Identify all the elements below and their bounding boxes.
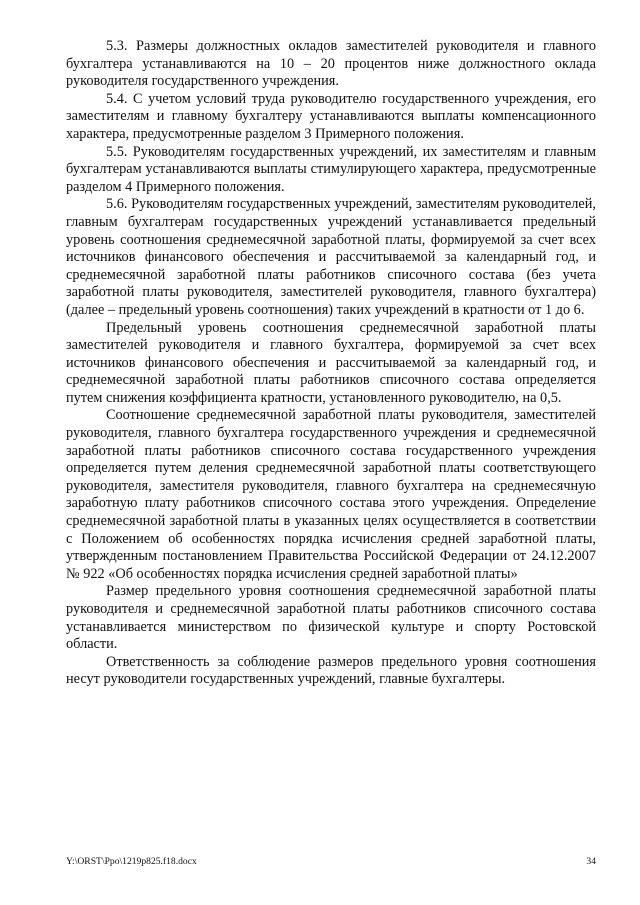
paragraph-deputy-ratio: Предельный уровень соотношения среднемесячной заработной платы заместителей руководителя и главного бухгалтера, формируемой за счет всех источников финансового обеспечения и рассчитываемой за календарный год, и среднемесячной заработной платы работников списочного состава определяется путем снижения коэффициента кратности, установленного руководителю, на 0,5.: [66, 319, 596, 406]
paragraph-5-5: 5.5. Руководителям государственных учреждений, их заместителям и главным бухгалтерам устанавливаются выплаты стимулирующего характера, предусмотренные разделом 4 Примерного положения.: [66, 143, 596, 195]
footer-page-number: 34: [586, 856, 596, 867]
paragraph-responsibility: Ответственность за соблюдение размеров предельного уровня соотношения несут руководители государственных учреждений, главные бухгалтеры.: [66, 653, 596, 688]
footer-file-path: Y:\ORST\Ppo\1219p825.f18.docx: [66, 856, 197, 867]
paragraph-5-6: 5.6. Руководителям государственных учреждений, заместителям руководителей, главным бухгалтерам государственных учреждений устанавливается предельный уровень соотношения среднемесячной заработной платы, формируемой за счет всех источников финансового обеспечения и рассчитываемой за календарный год, и среднемесячной заработной платы работников списочного состава (без учета заработной платы руководителя, заместителей руководителя, главного бухгалтера) (далее – предельный уровень соотношения) таких учреждений в кратности от 1 до 6.: [66, 196, 596, 318]
paragraph-5-4: 5.4. С учетом условий труда руководителю государственного учреждения, его заместителям и главному бухгалтеру устанавливаются выплаты компенсационного характера, предусмотренные разделом 3 Примерного положения.: [66, 90, 596, 142]
paragraph-5-3: 5.3. Размеры должностных окладов заместителей руководителя и главного бухгалтера устанавливаются на 10 – 20 процентов ниже должностного оклада руководителя государственного учреждения.: [66, 38, 596, 90]
paragraph-ratio-size: Размер предельного уровня соотношения среднемесячной заработной платы руководителя и среднемесячной заработной платы работников списочного состава устанавливается министерством по физической культуре и спорту Ростовской области.: [66, 583, 596, 653]
document-body: [66, 38, 596, 689]
paragraph-ratio-definition: Соотношение среднемесячной заработной платы руководителя, заместителей руководителя, главного бухгалтера государственного учреждения и среднемесячной заработной платы работников списочного состава государственного учреждения определяется путем деления среднемесячной заработной платы соответствующего руководителя, заместителя руководителя, главного бухгалтера на среднемесячную заработную плату работников списочного состава этого учреждения. Определение среднемесячной заработной платы в указанных целях осуществляется в соответствии с Положением об особенностях порядка исчисления средней заработной платы, утвержденным постановлением Правительства Российской Федерации от 24.12.2007 № 922 «Об особенностях порядка исчисления средней заработной платы»: [66, 407, 596, 582]
